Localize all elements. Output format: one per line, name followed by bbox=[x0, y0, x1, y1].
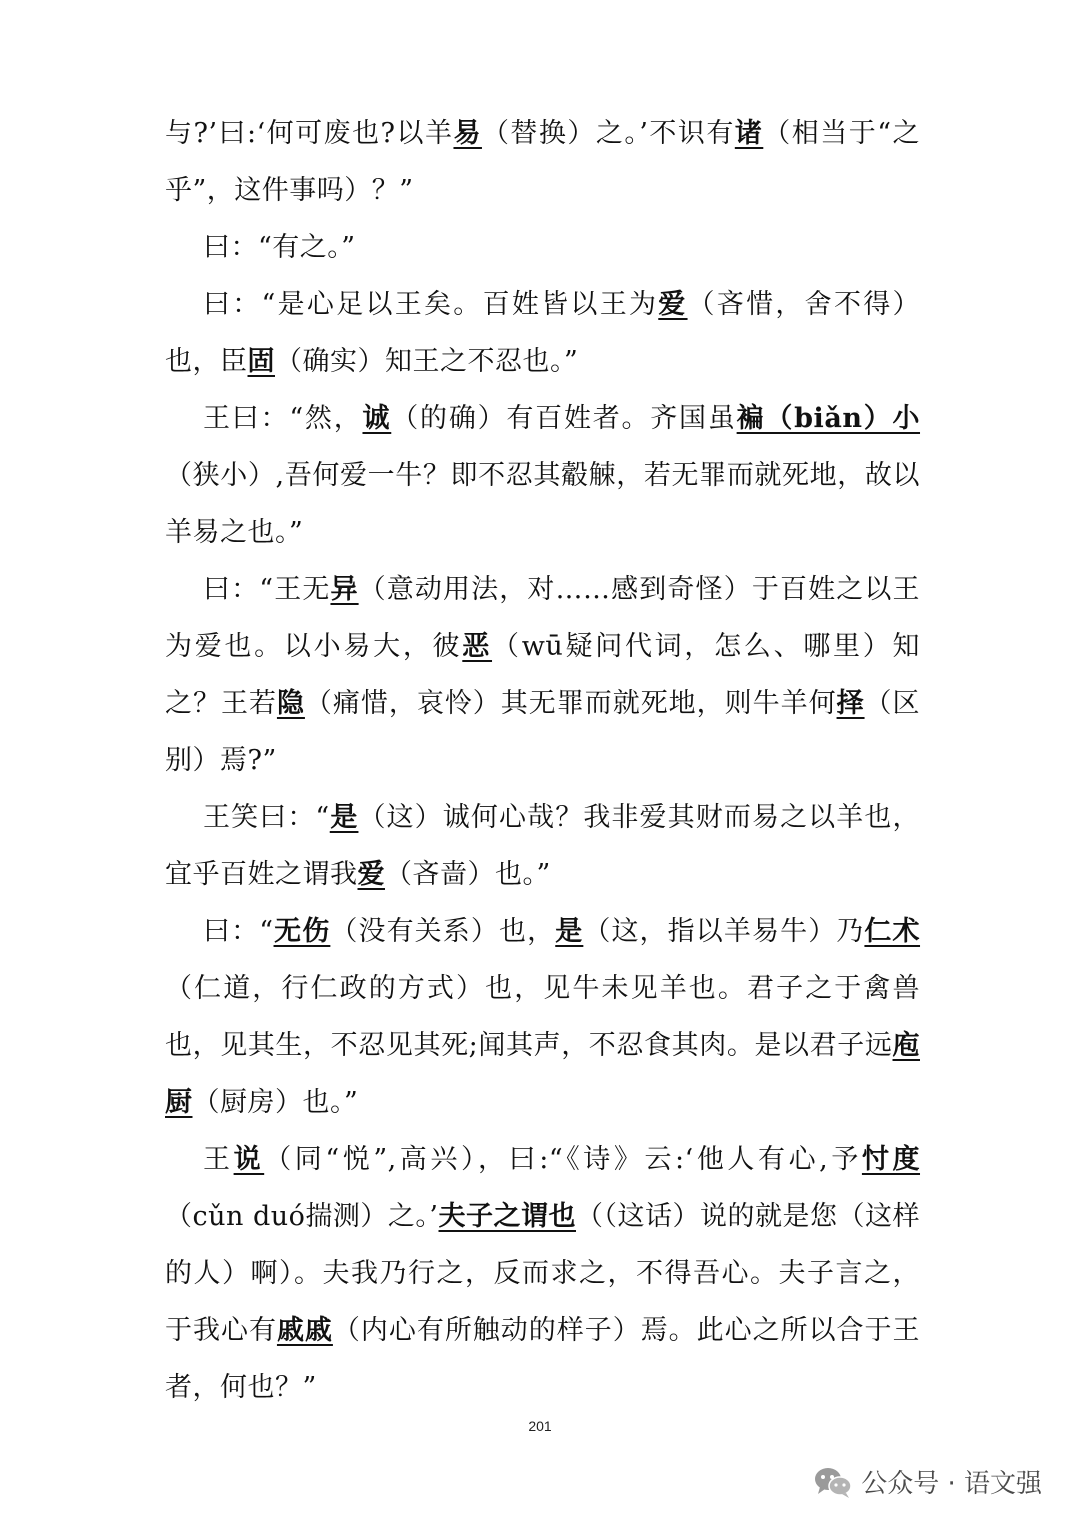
paragraph bbox=[165, 219, 920, 276]
annotated-term: 庖厨 bbox=[165, 1030, 920, 1118]
paragraph bbox=[165, 390, 920, 561]
text-run: （没有关系）也， bbox=[330, 916, 556, 947]
text-run: （意动用法，对……感到奇怪）于百姓之以王为爱也。以小易大，彼 bbox=[165, 574, 920, 662]
text-run: 曰：“有之。” bbox=[203, 232, 356, 263]
paragraph bbox=[165, 1131, 920, 1416]
annotated-term: 是 bbox=[555, 916, 584, 947]
paragraph bbox=[165, 789, 920, 903]
text-run: （wū疑问代词，怎么、哪里）知之？王若 bbox=[165, 631, 921, 719]
annotated-term: 固 bbox=[247, 346, 275, 377]
text-run: （替换）之。’不识有 bbox=[481, 118, 735, 149]
annotated-term: 戚戚 bbox=[276, 1315, 333, 1346]
annotated-term: 隐 bbox=[276, 688, 305, 719]
text-run: 曰：“ bbox=[203, 916, 274, 947]
text-run: （的确）有百姓者。齐国虽 bbox=[391, 403, 737, 434]
text-run: （（这话）说的就是您（这样的人）啊）。夫我乃行之，反而求之，不得吾心。夫子言之，于我心有 bbox=[165, 1201, 920, 1346]
annotated-term: 无伤 bbox=[273, 916, 331, 947]
text-run: 王笑曰：“ bbox=[203, 802, 330, 833]
text-run: 王曰：“然， bbox=[203, 403, 363, 434]
annotated-term: 忖度 bbox=[861, 1144, 921, 1175]
text-run: 曰：“是心足以王矣。百姓皆以王为 bbox=[203, 289, 659, 320]
body-text bbox=[165, 105, 920, 1416]
text-run: （狭小）,吾何爱一牛？即不忍其觳觫，若无罪而就死地，故以羊易之也。” bbox=[165, 460, 920, 548]
annotated-term: 易 bbox=[453, 118, 482, 149]
text-run: 与?’曰:‘何可废也?以羊 bbox=[165, 118, 454, 149]
text-run: （确实）知王之不忍也。” bbox=[275, 346, 579, 377]
annotated-term: 仁术 bbox=[864, 916, 921, 947]
annotated-term: 夫子之谓也 bbox=[438, 1201, 576, 1232]
annotated-term: 择 bbox=[836, 688, 865, 719]
annotated-term: 说 bbox=[233, 1144, 265, 1175]
paragraph bbox=[165, 903, 920, 1131]
text-run: 王 bbox=[203, 1144, 234, 1175]
annotated-term: 爱 bbox=[658, 289, 688, 320]
text-run: （内心有所触动的样子）焉。此心之所以合于王者，何也？” bbox=[165, 1315, 921, 1403]
paragraph bbox=[165, 276, 920, 390]
annotated-term: 诸 bbox=[734, 118, 764, 149]
annotated-term: 异 bbox=[330, 574, 359, 605]
text-run: （吝啬）也。” bbox=[385, 859, 551, 890]
text-run: （痛惜，哀怜）其无罪而就死地，则牛羊何 bbox=[304, 688, 837, 719]
watermark-text: 公众号 · 语文强 bbox=[861, 1469, 1042, 1499]
text-run: （仁道，行仁政的方式）也，见牛未见羊也。君子之于禽兽也，见其生，不忍见其死;闻其声，不忍食其肉。是以君子远 bbox=[165, 973, 920, 1061]
text-run: （吝惜，舍不得）也，臣 bbox=[165, 289, 920, 377]
text-run: （这）诚何心哉？我非爱其财而易之以羊也，宜乎百姓之谓我 bbox=[165, 802, 920, 890]
wechat-icon bbox=[813, 1465, 853, 1499]
text-run: （相当于“之乎”，这件事吗）？” bbox=[165, 118, 920, 206]
text-run: （区别）焉?” bbox=[165, 688, 921, 776]
annotated-term: 褊（biǎn）小 bbox=[736, 403, 921, 434]
paragraph bbox=[165, 105, 920, 219]
paragraph bbox=[165, 561, 920, 789]
watermark bbox=[813, 1463, 1042, 1500]
text-run: （这，指以羊易牛）乃 bbox=[583, 916, 865, 947]
annotated-term: 是 bbox=[329, 802, 359, 833]
annotated-term: 诚 bbox=[362, 403, 392, 434]
text-run: （厨房）也。” bbox=[192, 1087, 359, 1118]
text-run: （同“悦”,高兴），曰:“《诗》云:‘他人有心,予 bbox=[264, 1144, 862, 1175]
text-run: 曰：“王无 bbox=[203, 574, 331, 605]
page-number: 201 bbox=[528, 1418, 552, 1434]
annotated-term: 爱 bbox=[357, 859, 385, 890]
annotated-term: 恶 bbox=[462, 631, 493, 662]
text-run: （cǔn duó揣测）之。’ bbox=[165, 1201, 439, 1232]
